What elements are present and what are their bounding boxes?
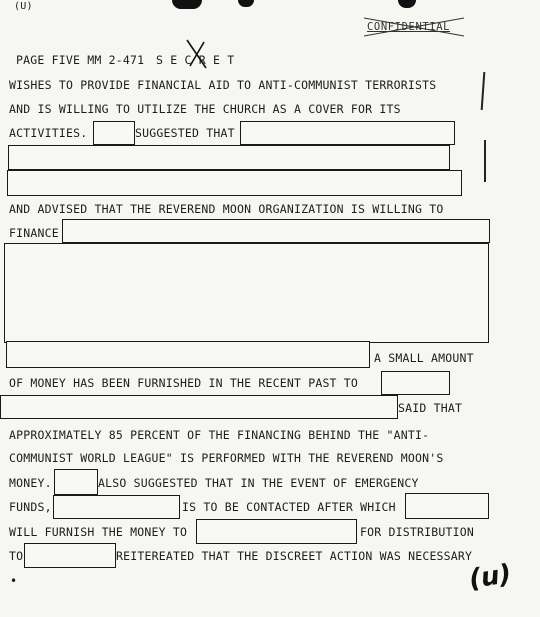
redaction-box xyxy=(0,395,398,419)
text-line: FOR DISTRIBUTION xyxy=(360,525,474,539)
page-header-secret: S E C R E T xyxy=(156,53,235,67)
handwritten-u-mark: (u) xyxy=(467,559,514,595)
text-line: MONEY. xyxy=(9,476,52,490)
redaction-box xyxy=(240,121,455,145)
text-line: WILL FURNISH THE MONEY TO xyxy=(9,525,188,539)
redaction-box xyxy=(381,371,450,395)
stamp-strike-marks xyxy=(360,14,470,40)
classification-mark-u: (U) xyxy=(14,1,33,12)
text-line: FINANCE xyxy=(9,226,59,240)
redaction-blot-top xyxy=(398,0,416,8)
text-line: REITEREATED THAT THE DISCREET ACTION WAS NECESSARY xyxy=(116,549,473,563)
redaction-box xyxy=(8,145,450,170)
margin-line xyxy=(484,140,486,182)
redaction-blot-top xyxy=(172,0,202,9)
text-line: SAID THAT xyxy=(398,401,463,415)
bullet-dot: • xyxy=(10,574,18,588)
redaction-box-large xyxy=(4,243,489,343)
text-line: IS TO BE CONTACTED AFTER WHICH xyxy=(182,500,396,514)
confidential-stamp: CONFIDENTIAL xyxy=(367,21,451,33)
text-line: COMMUNIST WORLD LEAGUE" IS PERFORMED WITH THE REVEREND MOON'S xyxy=(9,451,444,465)
redaction-box xyxy=(93,121,135,145)
redaction-box xyxy=(6,341,370,368)
redaction-box xyxy=(24,543,116,568)
redaction-box xyxy=(7,170,462,196)
text-line: ALSO SUGGESTED THAT IN THE EVENT OF EMERGENCY xyxy=(98,476,419,490)
text-line: ACTIVITIES. xyxy=(9,126,88,140)
redaction-blot-top xyxy=(238,0,254,7)
text-line: FUNDS, xyxy=(9,500,52,514)
text-line: OF MONEY HAS BEEN FURNISHED IN THE RECENT PAST TO xyxy=(9,376,359,390)
redaction-box xyxy=(53,495,180,519)
redaction-box xyxy=(405,493,489,519)
text-line: AND IS WILLING TO UTILIZE THE CHURCH AS A COVER FOR ITS xyxy=(9,102,401,116)
redaction-box xyxy=(54,469,98,495)
text-line: A SMALL AMOUNT xyxy=(374,351,474,365)
page-header-left: PAGE FIVE MM 2-471 xyxy=(16,53,145,67)
text-line: WISHES TO PROVIDE FINANCIAL AID TO ANTI-COMMUNIST TERRORISTS xyxy=(9,78,437,92)
redaction-box xyxy=(196,519,357,544)
text-line: TO xyxy=(9,549,24,563)
redaction-box xyxy=(62,219,490,243)
text-line: AND ADVISED THAT THE REVEREND MOON ORGANIZATION IS WILLING TO xyxy=(9,202,444,216)
text-line: APPROXIMATELY 85 PERCENT OF THE FINANCING BEHIND THE "ANTI- xyxy=(9,428,430,442)
secret-strike-mark xyxy=(184,38,210,70)
text-line: SUGGESTED THAT xyxy=(135,126,235,140)
margin-line xyxy=(481,72,485,110)
